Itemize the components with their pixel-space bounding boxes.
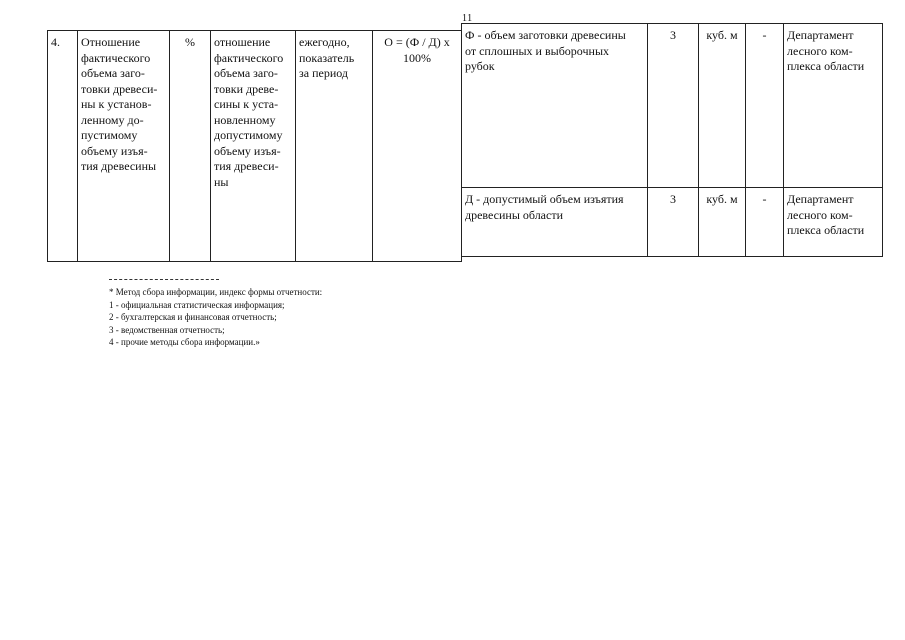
formula-cell: О = (Ф / Д) х 100% bbox=[372, 30, 462, 262]
footnote-item: 2 - бухгалтерская и финансовая отчетность; bbox=[109, 312, 277, 322]
page-number: 11 bbox=[462, 13, 473, 24]
footnote-title: * Метод сбора информации, индекс формы отчетности: bbox=[109, 287, 323, 297]
footnote-item: 3 - ведомственная отчетность; bbox=[109, 324, 225, 335]
component-dash-cell: - bbox=[745, 187, 784, 257]
periodicity-cell: ежегодно, показатель за период bbox=[295, 30, 373, 262]
component-dash-cell: - bbox=[745, 23, 784, 188]
component-description-cell: Д - допустимый объем изъятия древесины области bbox=[461, 187, 648, 257]
component-unit-cell: куб. м bbox=[698, 23, 746, 188]
footnote bbox=[109, 279, 322, 349]
unit-cell: % bbox=[169, 30, 211, 262]
component-method-cell: 3 bbox=[647, 23, 699, 188]
indicator-name-cell: Отношение фактического объема заго- товки древеси- ны к установ- ленному до- пустимому объему изъя- тия древесины bbox=[77, 30, 170, 262]
component-unit-cell: куб. м bbox=[698, 187, 746, 257]
row-number-cell: 4. bbox=[47, 30, 78, 262]
footnote-rule bbox=[109, 279, 219, 280]
component-description-cell: Ф - объем заготовки древесины от сплошных и выборочных рубок bbox=[461, 23, 648, 188]
component-responsible-cell: Департамент лесного ком- плекса области bbox=[783, 187, 883, 257]
footnote-item: 1 - официальная статистическая информация; bbox=[109, 299, 285, 310]
component-responsible-cell: Департамент лесного ком- плекса области bbox=[783, 23, 883, 188]
definition-cell: отношение фактического объема заго- товки древе- сины к уста- новленному допустимому объему изъя- тия древеси- ны bbox=[210, 30, 296, 262]
component-method-cell: 3 bbox=[647, 187, 699, 257]
footnote-item: 4 - прочие методы сбора информации.» bbox=[109, 337, 260, 347]
